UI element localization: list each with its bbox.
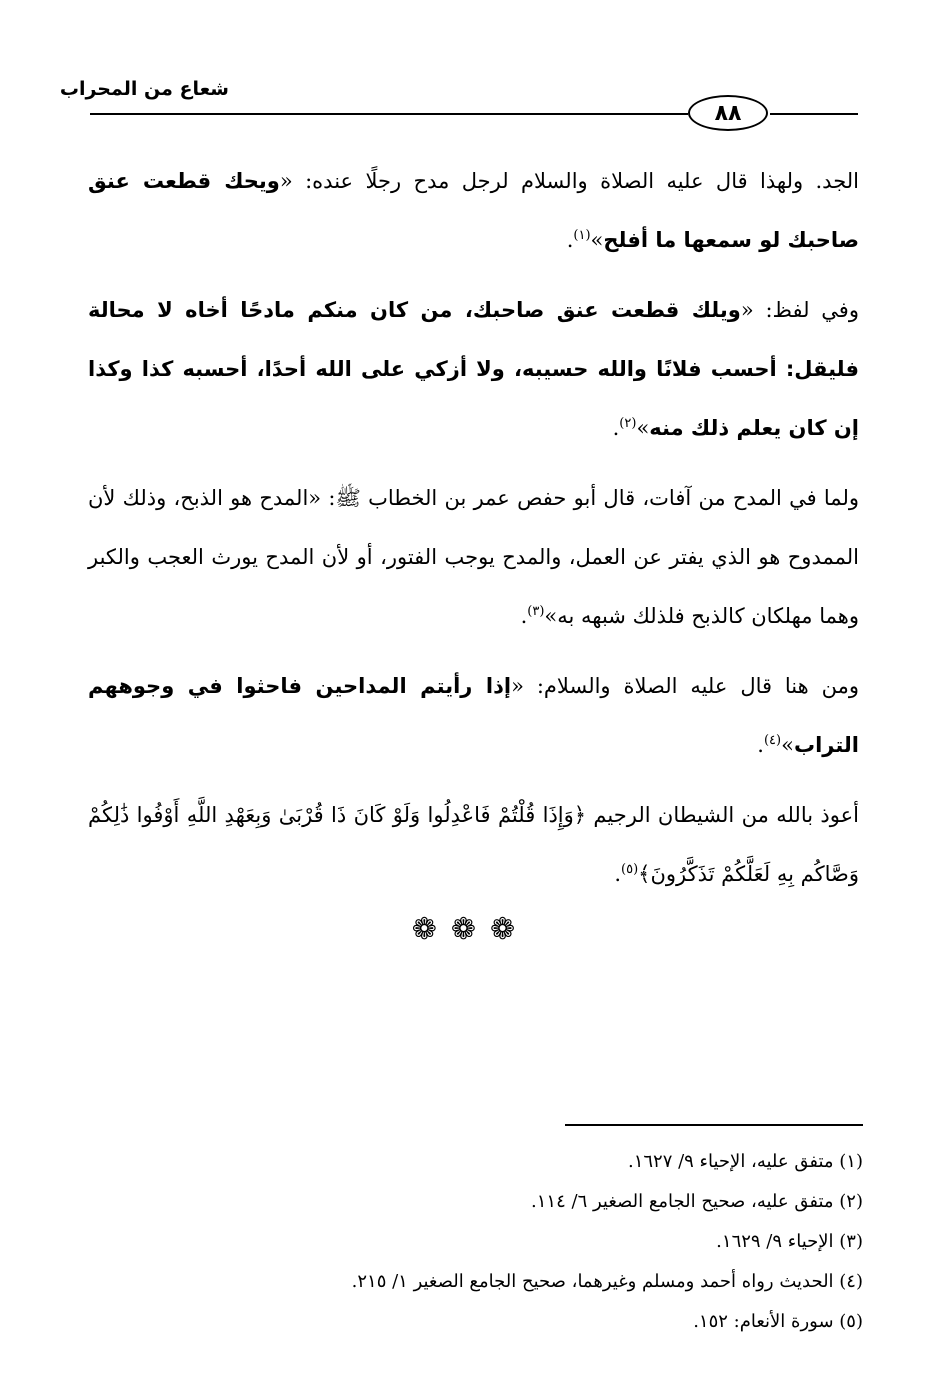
paragraph-2: وفي لفظ: «ويلك قطعت عنق صاحبك، من كان منكم مادحًا أخاه لا محالة فليقل: أحسب فلانًا والله حسيبه، ولا أزكي على الله أحدًا، أحسبه كذا وكذا إن كان يعلم ذلك منه»$^{(٢)}$. — [88, 298, 859, 440]
paragraph-5: أعوذ بالله من الشيطان الرجيم ﴿وَإِذَا قُلْتُمْ فَاعْدِلُوا وَلَوْ كَانَ ذَا قُرْبَىٰ وَبِعَهْدِ اللَّهِ أَوْفُوا ذَٰلِكُمْ وَصَّاكُم بِهِ لَعَلَّكُمْ تَذَكَّرُونَ﴾$^{(٥)}$. — [88, 803, 859, 886]
page-number: ٨٨ — [688, 95, 768, 131]
paragraph-3: ولما في المدح من آفات، قال أبو حفص عمر بن الخطاب ﷺ: «المدح هو الذبح، وذلك لأن الممدوح هو الذي يفتر عن العمل، والمدح يوجب الفتور، أو لأن المدح يورث العجب والكبر وهما مهلكان كالذبح فلذلك شبهه به»$^{(٣)}$. — [88, 486, 859, 628]
footnote-ref: (٣) — [527, 604, 545, 619]
paragraph-1: الجد. ولهذا قال عليه الصلاة والسلام لرجل مدح رجلًا عنده: «ويحك قطعت عنق صاحبك لو سمعها ما أفلح»$^{(١)}$. — [88, 169, 859, 252]
footnote-5: (٥) سورة الأنعام: ١٥٢. — [693, 1311, 863, 1332]
header-rule-right — [770, 113, 858, 115]
hadith-quote: ويلك قطعت عنق صاحبك، من كان منكم مادحًا أخاه لا محالة فليقل: أحسب فلانًا والله حسيبه، ولا أزكي على الله أحدًا، أحسبه كذا وكذا إن كان يعلم ذلك منه — [88, 298, 859, 440]
footnotes — [352, 1142, 863, 1342]
footnote-ref: (٢) — [619, 416, 637, 431]
paragraph-4: ومن هنا قال عليه الصلاة والسلام: «إذا رأيتم المداحين فاحثوا في وجوههم التراب»$^{(٤)}$. — [88, 674, 859, 757]
footnote-ref: (٤) — [763, 733, 782, 748]
hadith-quote: إذا رأيتم المداحين فاحثوا في وجوههم التراب — [88, 674, 859, 757]
header-rule-left — [90, 113, 688, 115]
footnote-ref: (٥) — [621, 862, 639, 877]
footnote-ref: (١) — [573, 228, 591, 243]
footnote-2: (٢) متفق عليه، صحيح الجامع الصغير ٦/ ١١٤. — [531, 1191, 863, 1212]
footnote-separator — [565, 1124, 863, 1126]
running-header-title: شعاع من المحراب — [59, 78, 229, 100]
section-ornament-icon: ❁❁❁ — [411, 912, 530, 947]
footnote-3: (٣) الإحياء ٩/ ١٦٢٩. — [716, 1231, 863, 1252]
quran-verse: ﴿وَإِذَا قُلْتُمْ فَاعْدِلُوا وَلَوْ كَانَ ذَا قُرْبَىٰ وَبِعَهْدِ اللَّهِ أَوْفُوا ذَٰلِكُمْ وَصَّاكُم بِهِ لَعَلَّكُمْ تَذَكَّرُونَ﴾ — [88, 803, 859, 886]
main-text — [88, 152, 859, 915]
footnote-1: (١) متفق عليه، الإحياء ٩/ ١٦٢٧. — [627, 1151, 863, 1172]
hadith-quote: ويحك قطعت عنق صاحبك لو سمعها ما أفلح — [88, 169, 859, 252]
footnote-4: (٤) الحديث رواه أحمد ومسلم وغيرهما، صحيح الجامع الصغير ١/ ٢١٥. — [351, 1271, 863, 1292]
